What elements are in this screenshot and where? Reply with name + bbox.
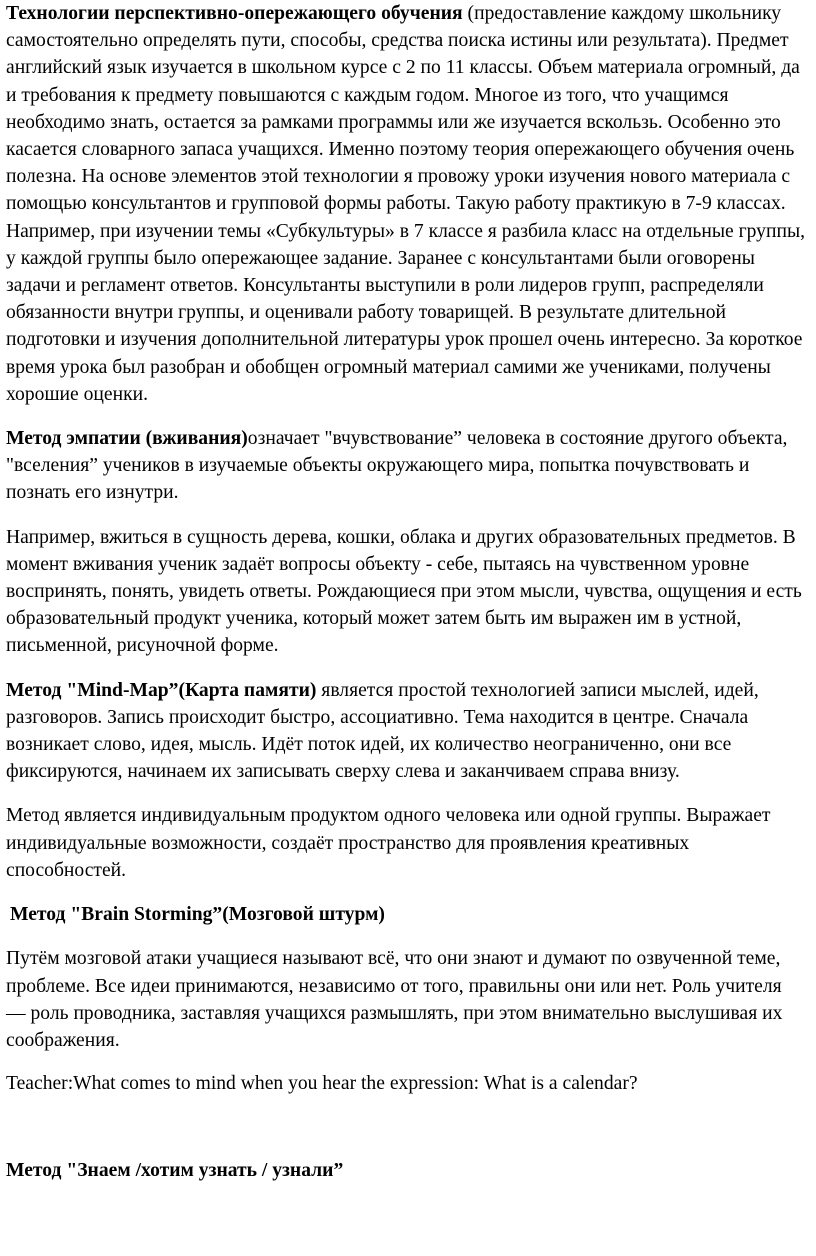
heading-brain-storming bbox=[6, 901, 806, 928]
paragraph-mind-map bbox=[6, 677, 806, 786]
paragraph-empathy-method bbox=[6, 425, 806, 507]
heading-know-want-learned bbox=[6, 1157, 806, 1184]
heading-brain-storming-text: Метод "Brain Storming”(Мозговой штурм) bbox=[10, 904, 385, 926]
paragraph-empathy-example bbox=[6, 524, 806, 660]
paragraph-brain-storming bbox=[6, 945, 806, 1054]
term-advanced-learning: Технологии перспективно-опережающего обучения bbox=[6, 3, 463, 24]
paragraph-empathy-example-text: Например, вжиться в сущность дерева, кошки, облака и других образовательных предметов. В момент вживания ученик задаёт вопросы объекту - себе, пытаясь на чувственном уровне воспринять, понять, увидеть ответы. Рождающиеся при этом мысли, чувства, ощущения и есть образовательный продукт ученика, который может затем быть им выражен им в устной, письменной, рисуночной форме. bbox=[6, 526, 802, 657]
paragraph-advanced-learning-text: (предоставление каждому школьнику самостоятельно определять пути, способы, средства поиска истины или результата). Предмет английский язык изучается в школьном курсе с 2 по 11 классы. Объем материала огромный, да и требования к предмету повышаются с каждым годом. Многое из того, что учащимся необходимо знать, остается за рамками программы или же изучается вскользь. Особенно это касается словарного запаса учащихся. Именно поэтому теория опережающего обучения очень полезна. На основе элементов этой технологии я провожу уроки изучения нового материала с помощью консультантов и групповой формы работы. Такую работу практикую в 7-9 классах. Например, при изучении темы «Субкультуры» в 7 классе я разбила класс на отдельные группы, у каждой группы было опережающее задание. Заранее с консультантами были оговорены задачи и регламент ответов. Консультанты выступили в роли лидеров групп, распределяли обязанности внутри группы, и оценивали работу товарищей. В результате длительной подготовки и изучения дополнительной литературы урок прошел очень интересно. За короткое время урока был разобран и обобщен огромный материал самими же учениками, получены хорошие оценки. bbox=[6, 3, 806, 405]
paragraph-mind-map-product bbox=[6, 802, 806, 884]
term-empathy-method: Метод эмпатии (вживания) bbox=[6, 428, 248, 450]
paragraph-mind-map-text: является простой технологией записи мыслей, идей, разговоров. Запись происходит быстро, ассоциативно. Тема находится в центре. Сначала возникает слово, идея, мысль. Идёт поток идей, их количество неограниченно, они все фиксируются, начинаем их записывать сверху слева и заканчиваем справа внизу. bbox=[6, 679, 759, 783]
heading-know-want-learned-text: Метод "Знаем /хотим узнать / узнали” bbox=[6, 1160, 344, 1182]
paragraph-empathy-method-text: означает "вчувствование” человека в состояние другого объекта, "вселения” учеников в изучаемые объекты окружающего мира, попытка почувствовать и познать его изнутри. bbox=[6, 428, 788, 504]
paragraph-teacher-question-text: Teacher:What comes to mind when you hear the expression: What is a calendar? bbox=[6, 1073, 638, 1095]
paragraph-mind-map-product-text: Метод является индивидуальным продуктом одного человека или одной группы. Выражает индивидуальные возможности, создаёт пространство для проявления креативных способностей. bbox=[6, 805, 771, 881]
term-mind-map: Метод "Mind-Map”(Карта памяти) bbox=[6, 679, 317, 701]
paragraph-teacher-question bbox=[6, 1070, 806, 1097]
paragraph-brain-storming-text: Путём мозговой атаки учащиеся называют всё, что они знают и думают по озвученной теме, проблеме. Все идеи принимаются, независимо от того, правильны они или нет. Роль учителя — роль проводника, заставляя учащихся размышлять, при этом внимательно выслушивая их соображения. bbox=[6, 948, 783, 1051]
paragraph-advanced-learning bbox=[6, 0, 806, 408]
